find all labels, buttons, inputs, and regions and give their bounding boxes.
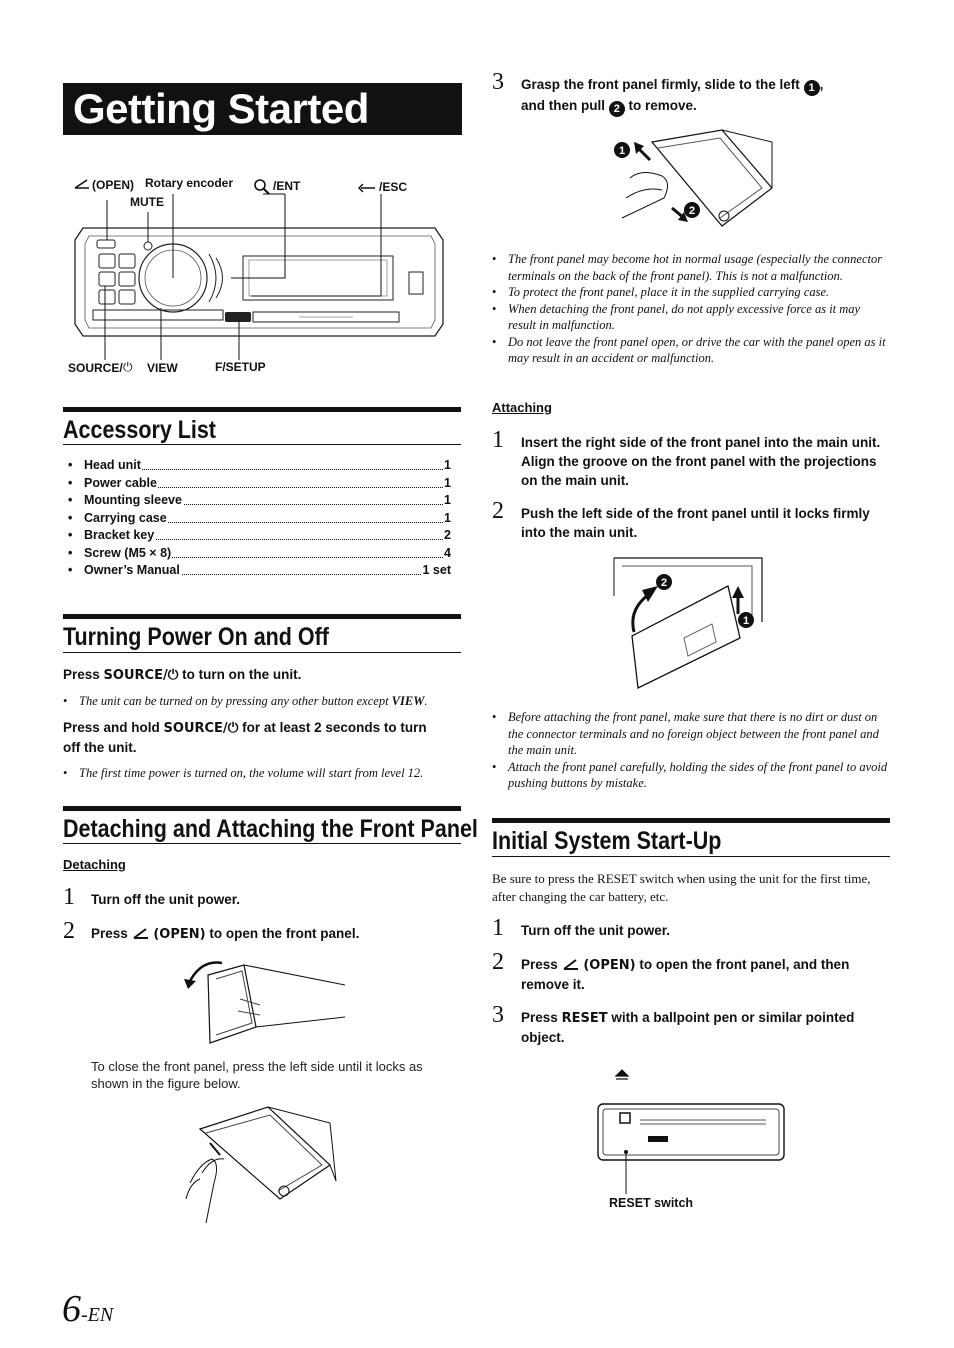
detach-step-2: Press (OPEN) to open the front panel. — [91, 926, 360, 942]
svg-text:2: 2 — [688, 205, 696, 217]
detach-heading: Detaching and Attaching the Front Panel — [63, 815, 478, 843]
initial-step-1: Turn off the unit power. — [521, 923, 670, 938]
list-item: • The front panel may become hot in normal usage (especially the connector terminals on the back of the front panel). This is not a malfunction. — [492, 251, 890, 284]
ent-label: /ENT — [273, 179, 301, 193]
view-label: VIEW — [147, 361, 178, 375]
list-item: • Do not leave the front panel open, or drive the car with the panel open as it may result in an accident or malfunction. — [492, 334, 890, 367]
head-unit-drawing — [63, 170, 463, 380]
esc-label: /ESC — [379, 180, 408, 194]
power-heading: Turning Power On and Off — [63, 623, 329, 651]
close-panel-illustration — [180, 1103, 340, 1228]
list-item: • Power cable 1 — [63, 476, 461, 494]
circled-2-icon: 2 — [609, 101, 625, 117]
list-item: • To protect the front panel, place it in the supplied carrying case. — [492, 284, 890, 301]
step-number: 3 — [492, 69, 504, 95]
attaching-subheading: Attaching — [492, 400, 552, 415]
detach-step-1: Turn off the unit power. — [91, 892, 240, 907]
detach-step-3: Grasp the front panel firmly, slide to the left 1 , and then pull 2 to remove. — [521, 77, 824, 115]
attach-notes — [492, 709, 890, 792]
step-number: 1 — [492, 427, 504, 453]
head-unit-diagram — [63, 170, 463, 380]
svg-text:2: 2 — [660, 577, 668, 589]
svg-text:1: 1 — [618, 145, 626, 157]
page-title-banner — [63, 83, 462, 135]
step-number: 2 — [492, 498, 504, 524]
accessory-list — [63, 458, 461, 581]
detach-section-heading — [63, 806, 478, 844]
list-item: • Attach the front panel carefully, holding the sides of the front panel to avoid pushing buttons by mistake. — [492, 759, 890, 792]
open-icon — [562, 957, 580, 971]
initial-heading: Initial System Start-Up — [492, 827, 722, 855]
initial-section-heading — [492, 818, 890, 857]
list-item: • Owner’s Manual 1 set — [63, 563, 461, 581]
attach-panel-illustration — [612, 556, 766, 692]
page-number: 6-EN — [62, 1288, 114, 1330]
attach-step-2: Push the left side of the front panel until it locks firmly into the main unit. — [521, 506, 870, 540]
reset-switch-label: RESET switch — [609, 1196, 694, 1210]
initial-step-3: Press RESET with a ballpoint pen or similar pointed object. — [521, 1010, 855, 1045]
detaching-subheading: Detaching — [63, 857, 126, 872]
power-icon: ⏻ — [227, 720, 239, 735]
list-item: • Before attaching the front panel, make sure that there is no dirt or dust on the connector terminals and no foreign object between the front panel and the main unit. — [492, 709, 890, 759]
power-on-note: • The unit can be turned on by pressing any other button except VIEW. — [63, 693, 463, 710]
attach-step-1: Insert the right side of the front panel into the main unit. Align the groove on the front panel with the projections on the main unit. — [521, 435, 881, 488]
list-item: • Mounting sleeve 1 — [63, 493, 461, 511]
list-item: • Bracket key 2 — [63, 528, 461, 546]
circled-1-icon: 1 — [804, 80, 820, 96]
step-number: 2 — [492, 949, 504, 975]
power-icon: ⏻ — [123, 360, 133, 374]
step-number: 2 — [63, 918, 75, 944]
power-volume-note: • The first time power is turned on, the volume will start from level 12. — [63, 765, 463, 782]
accessory-heading: Accessory List — [63, 416, 216, 444]
accessory-section-heading — [63, 407, 461, 445]
fsetup-label: F/SETUP — [215, 360, 266, 374]
reset-switch-illustration — [596, 1064, 788, 1194]
power-off-instruction: Press and hold SOURCE/⏻ for at least 2 seconds to turn off the unit. — [63, 720, 427, 755]
list-item: • When detaching the front panel, do not apply excessive force as it may result in malfunction. — [492, 301, 890, 334]
power-section-heading — [63, 614, 461, 653]
open-panel-illustration — [180, 955, 350, 1050]
list-item: • Carrying case 1 — [63, 511, 461, 529]
remove-panel-illustration — [612, 128, 776, 238]
close-panel-note: To close the front panel, press the left side until it locks as shown in the figure below. — [91, 1059, 423, 1091]
mute-label: MUTE — [130, 195, 164, 209]
step-number: 3 — [492, 1002, 504, 1028]
svg-text:1: 1 — [742, 615, 750, 627]
step-number: 1 — [492, 915, 504, 941]
page-title: Getting Started — [73, 85, 369, 132]
power-on-instruction: Press SOURCE/⏻ to turn on the unit. — [63, 667, 302, 683]
open-label: (OPEN) — [92, 178, 134, 192]
initial-intro: Be sure to press the RESET switch when using the unit for the first time, after changing the car battery, etc. — [492, 871, 871, 904]
source-label: SOURCE/ — [68, 361, 123, 375]
list-item: • Head unit 1 — [63, 458, 461, 476]
step-number: 1 — [63, 884, 75, 910]
rotary-encoder-label: Rotary encoder — [145, 176, 234, 190]
initial-step-2: Press (OPEN) to open the front panel, and then remove it. — [521, 957, 850, 992]
eject-icon — [616, 1070, 628, 1079]
open-icon — [132, 926, 150, 940]
list-item: • Screw (M5 × 8) 4 — [63, 546, 461, 564]
detach-notes — [492, 251, 890, 367]
power-icon: ⏻ — [167, 667, 179, 682]
